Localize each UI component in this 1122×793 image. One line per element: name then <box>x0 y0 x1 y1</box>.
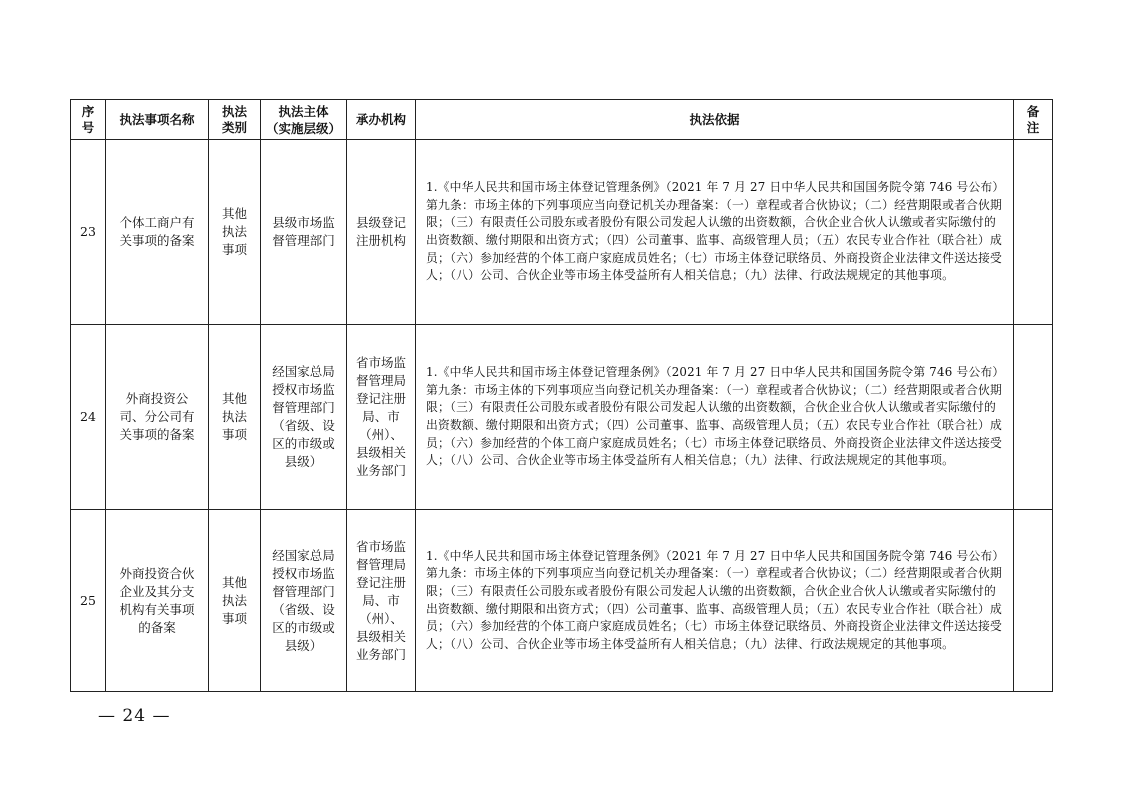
cell-category: 其他执法事项 <box>209 510 261 692</box>
cell-category: 其他执法事项 <box>209 325 261 510</box>
cell-item-name: 外商投资合伙企业及其分支机构有关事项的备案 <box>106 510 209 692</box>
header-item-name: 执法事项名称 <box>106 100 209 140</box>
page-number: — 24 — <box>98 706 171 726</box>
table-header-row <box>71 100 1053 140</box>
table-row <box>71 510 1053 692</box>
cell-item-name: 个体工商户有关事项的备案 <box>106 140 209 325</box>
basis-title: 1.《中华人民共和国市场主体登记管理条例》（2021 年 7 月 27 日中华人民共和国国务院令第 746 号公布） <box>426 548 1005 563</box>
header-remark: 备注 <box>1014 100 1053 140</box>
cell-seq: 23 <box>71 140 106 325</box>
cell-subject: 县级市场监督管理部门 <box>261 140 347 325</box>
header-seq: 序号 <box>71 100 106 140</box>
cell-remark <box>1014 510 1053 692</box>
cell-item-name: 外商投资公司、分公司有关事项的备案 <box>106 325 209 510</box>
table-row <box>71 325 1053 510</box>
header-category: 执法类别 <box>209 100 261 140</box>
cell-subject: 经国家总局授权市场监督管理部门（省级、设区的市级或县级） <box>261 510 347 692</box>
header-org: 承办机构 <box>347 100 416 140</box>
cell-category: 其他执法事项 <box>209 140 261 325</box>
basis-title: 1.《中华人民共和国市场主体登记管理条例》（2021 年 7 月 27 日中华人民共和国国务院令第 746 号公布） <box>426 365 1005 380</box>
cell-org: 县级登记注册机构 <box>347 140 416 325</box>
cell-basis <box>416 510 1014 692</box>
cell-seq: 24 <box>71 325 106 510</box>
cell-remark <box>1014 140 1053 325</box>
cell-remark <box>1014 325 1053 510</box>
header-subject: 执法主体 （实施层级） <box>261 100 347 140</box>
basis-text: 第九条：市场主体的下列事项应当向登记机关办理备案：（一）章程或者合伙协议；（二）经营期限或者合伙期限；（三）有限责任公司股东或者股份有限公司发起人认缴的出资数额，合伙企业合伙人认缴或者实际缴付的出资数额、缴付期限和出资方式；（四）公司董事、监事、高级管理人员；（五）农民专业合作社（联合社）成员；（六）参加经营的个体工商户家庭成员姓名；（七）市场主体登记联络员、外商投资企业法律文件送达接受人；（八）公司、合伙企业等市场主体受益所有人相关信息；（九）法律、行政法规规定的其他事项。 <box>426 197 1003 283</box>
cell-subject: 经国家总局授权市场监督管理部门（省级、设区的市级或县级） <box>261 325 347 510</box>
enforcement-items-table <box>70 99 1053 692</box>
cell-seq: 25 <box>71 510 106 692</box>
basis-title: 1.《中华人民共和国市场主体登记管理条例》（2021 年 7 月 27 日中华人民共和国国务院令第 746 号公布） <box>426 180 1005 195</box>
cell-basis <box>416 140 1014 325</box>
table-row <box>71 140 1053 325</box>
cell-org: 省市场监督管理局登记注册局、市（州）、县级相关业务部门 <box>347 510 416 692</box>
basis-text: 第九条：市场主体的下列事项应当向登记机关办理备案：（一）章程或者合伙协议；（二）经营期限或者合伙期限；（三）有限责任公司股东或者股份有限公司发起人认缴的出资数额，合伙企业合伙人认缴或者实际缴付的出资数额、缴付期限和出资方式；（四）公司董事、监事、高级管理人员；（五）农民专业合作社（联合社）成员；（六）参加经营的个体工商户家庭成员姓名；（七）市场主体登记联络员、外商投资企业法律文件送达接受人；（八）公司、合伙企业等市场主体受益所有人相关信息；（九）法律、行政法规规定的其他事项。 <box>426 566 1003 651</box>
header-basis: 执法依据 <box>416 100 1014 140</box>
cell-basis <box>416 325 1014 510</box>
basis-text: 第九条：市场主体的下列事项应当向登记机关办理备案：（一）章程或者合伙协议；（二）经营期限或者合伙期限；（三）有限责任公司股东或者股份有限公司发起人认缴的出资数额，合伙企业合伙人认缴或者实际缴付的出资数额、缴付期限和出资方式；（四）公司董事、监事、高级管理人员；（五）农民专业合作社（联合社）成员；（六）参加经营的个体工商户家庭成员姓名；（七）市场主体登记联络员、外商投资企业法律文件送达接受人；（八）公司、合伙企业等市场主体受益所有人相关信息；（九）法律、行政法规规定的其他事项。 <box>426 382 1003 468</box>
cell-org: 省市场监督管理局登记注册局、市（州）、县级相关业务部门 <box>347 325 416 510</box>
